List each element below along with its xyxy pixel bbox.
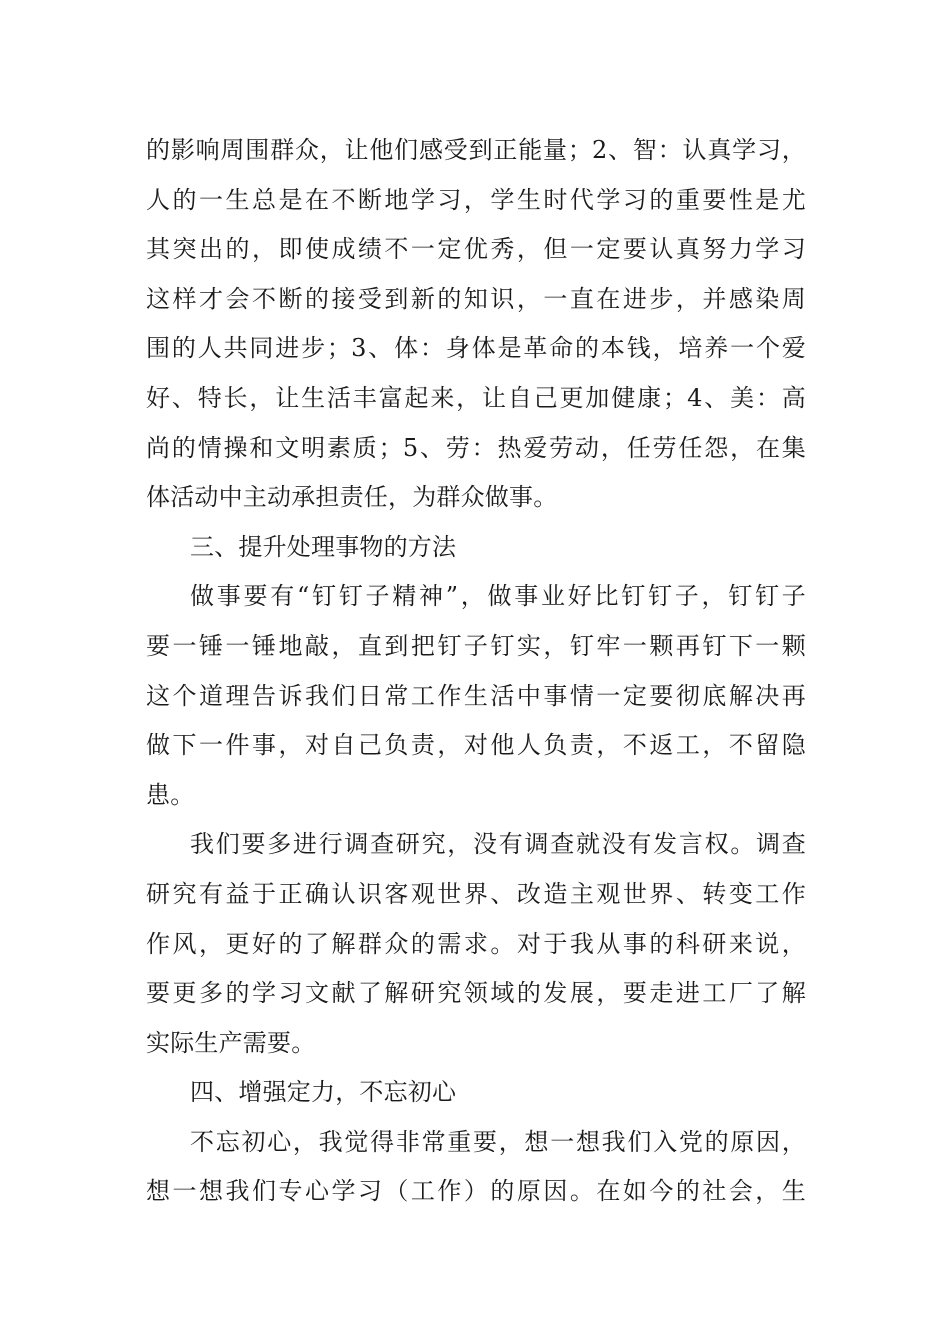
section-heading: 三、提升处理事物的方法 [190, 532, 457, 561]
text-line: 围的人共同进步；3、体：身体是革命的本钱，培养一个爱 [146, 334, 806, 363]
text-line: 研究有益于正确认识客观世界、改造主观世界、转变工作 [146, 879, 806, 908]
text-line: 这个道理告诉我们日常工作生活中事情一定要彻底解决再 [146, 681, 806, 710]
text-line: 患。 [146, 780, 195, 809]
text-line: 做下一件事，对自己负责，对他人负责，不返工，不留隐 [146, 731, 806, 760]
paragraph-first-line: 不忘初心，我觉得非常重要，想一想我们入党的原因， [190, 1127, 806, 1156]
text-line: 要一锤一锤地敲，直到把钉子钉实，钉牢一颗再钉下一颗 [146, 631, 806, 660]
text-line: 人的一生总是在不断地学习，学生时代学习的重要性是尤 [146, 185, 806, 214]
text-line: 好、特长，让生活丰富起来，让自己更加健康；4、美：高 [146, 383, 806, 412]
paragraph-first-line: 做事要有“钉钉子精神”，做事业好比钉钉子，钉钉子 [190, 582, 806, 611]
text-line: 其突出的，即使成绩不一定优秀，但一定要认真努力学习 [146, 235, 806, 264]
section-heading: 四、增强定力，不忘初心 [190, 1078, 457, 1107]
text-line: 作风，更好的了解群众的需求。对于我从事的科研来说， [146, 929, 806, 958]
text-line: 的影响周围群众，让他们感受到正能量；2、智：认真学习， [146, 136, 806, 164]
text-line: 要更多的学习文献了解研究领域的发展，要走进工厂了解 [146, 979, 806, 1008]
text-line: 尚的情操和文明素质；5、劳：热爱劳动，任劳任怨，在集 [146, 433, 806, 462]
paragraph-first-line: 我们要多进行调查研究，没有调查就没有发言权。调查 [190, 830, 806, 859]
text-line: 体活动中主动承担责任，为群众做事。 [146, 483, 558, 512]
text-line: 这样才会不断的接受到新的知识，一直在进步，并感染周 [146, 284, 806, 313]
text-line: 实际生产需要。 [146, 1028, 316, 1057]
body-text [146, 126, 806, 1217]
text-line: 想一想我们专心学习（工作）的原因。在如今的社会，生 [146, 1177, 806, 1206]
